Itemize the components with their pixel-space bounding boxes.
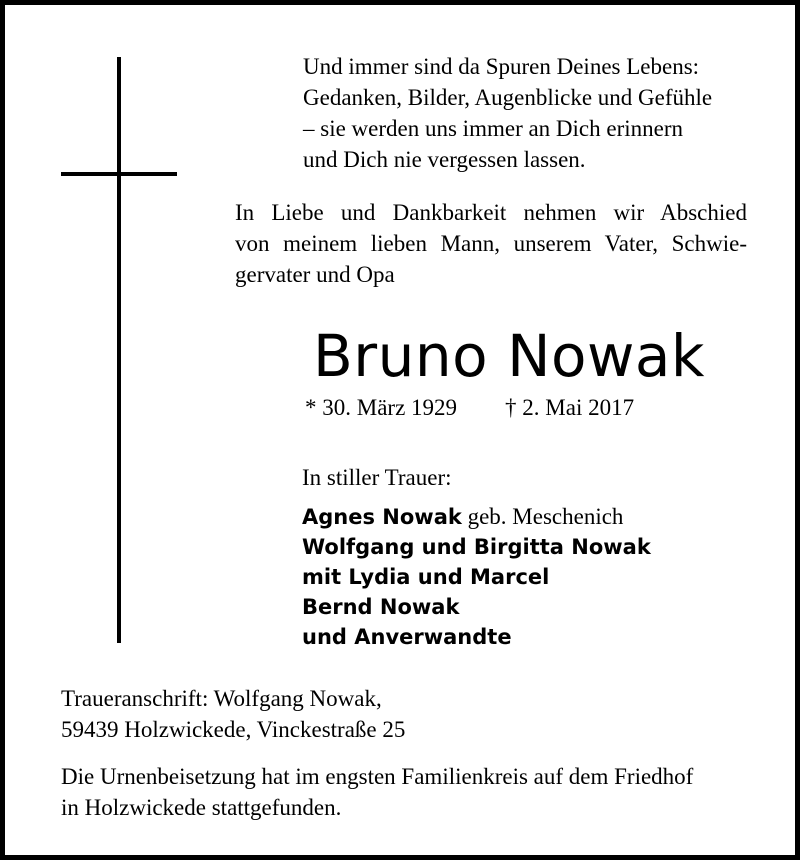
mourners-list (302, 502, 651, 652)
poem-line: – sie werden uns immer an Dich erinnern (303, 116, 684, 141)
mourner-name-bold: und Anverwandte (302, 625, 512, 649)
death-date: † 2. Mai 2017 (505, 395, 635, 420)
birth-date: * 30. März 1929 (305, 395, 458, 420)
burial-note-line: Die Urnenbeisetzung hat im engsten Familienkreis auf dem Friedhof (61, 764, 694, 789)
mourner-name-bold: Agnes Nowak (302, 505, 462, 529)
poem-line: Gedanken, Bilder, Augenblicke und Gefühle (303, 85, 713, 110)
poem-line: Und immer sind da Spuren Deines Lebens: (303, 54, 700, 79)
mourner-entry (302, 622, 651, 652)
deceased-name: Bruno Nowak (313, 322, 706, 390)
farewell-line: von meinem lieben Mann, unserem Vater, Schwie- (235, 231, 747, 256)
mourner-name-bold: Bernd Nowak (302, 595, 460, 619)
mourner-name-bold: Wolfgang und Birgitta Nowak (302, 535, 651, 559)
farewell-text (235, 197, 747, 290)
cross-horizontal-bar (61, 172, 177, 176)
mourner-name-bold: mit Lydia und Marcel (302, 565, 550, 589)
cross-vertical-bar (117, 57, 121, 643)
farewell-line: gervater und Opa (235, 262, 395, 287)
mourner-maiden-name: geb. Meschenich (461, 504, 624, 529)
burial-note (61, 761, 693, 823)
poem-block (303, 51, 712, 175)
mourning-address (61, 683, 405, 745)
address-line: 59439 Holzwickede, Vinckestraße 25 (61, 717, 406, 742)
mourner-entry (302, 592, 651, 622)
mourner-entry (302, 532, 651, 562)
address-line: Traueranschrift: Wolfgang Nowak, (61, 686, 382, 711)
mourner-entry (302, 502, 651, 532)
burial-note-line: in Holzwickede stattgefunden. (61, 795, 342, 820)
life-dates (305, 393, 634, 423)
poem-line: und Dich nie vergessen lassen. (303, 147, 586, 172)
mourning-heading: In stiller Trauer: (302, 465, 452, 490)
farewell-line: In Liebe und Dankbarkeit nehmen wir Abschied (235, 200, 747, 225)
mourner-entry (302, 562, 651, 592)
